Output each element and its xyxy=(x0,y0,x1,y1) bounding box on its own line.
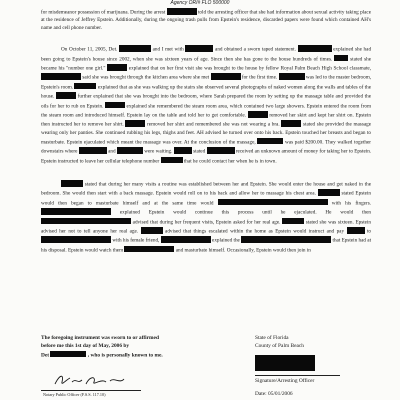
county-block xyxy=(255,335,385,351)
text-run: explained she had been going to Epstein's house since 2002, when she was sixteen years of age. Since then she has gone to the house hundreds of times. xyxy=(41,46,372,63)
text-run: further explained that she was brought into the bedroom, where Sarah prepared the room by setting up the massage table and provided the oils for her to rub on Epstein. xyxy=(41,93,371,110)
notary-caption: Notary Public Officer (F.S.S. 117.10) xyxy=(43,392,106,397)
text-run: for the first time. xyxy=(241,74,278,81)
officer-signature-line xyxy=(255,375,340,376)
redaction-bar xyxy=(56,92,76,99)
text-run: said she was brought through the kitchen area where she met xyxy=(82,74,210,81)
text-run: was paid $200.00. They walked together downstairs where xyxy=(41,139,372,155)
redaction-bar xyxy=(298,45,332,52)
redaction-bar xyxy=(79,147,107,154)
text-run: explained that on her first visit she was brought to the house by fellow Royal Palm Beach High School classmate, xyxy=(128,65,372,72)
text-run: stated xyxy=(193,148,206,155)
text-run: for misdemeanor possession of marijuana. During the arrest xyxy=(41,9,166,16)
agency-header xyxy=(0,0,400,6)
notary-signature-line xyxy=(41,390,141,391)
redaction-bar xyxy=(257,138,283,145)
det-line xyxy=(41,351,191,360)
redaction-bar xyxy=(318,189,340,196)
date-value: 05/01/2006 xyxy=(268,391,293,397)
text-run: and obtained a sworn taped statement. xyxy=(215,46,296,53)
redaction-bar xyxy=(248,111,268,118)
text-run: stated she was sixteen. Epstein advised her not to tell anyone her real age. xyxy=(41,219,372,235)
det-label: Det xyxy=(41,352,50,359)
notary-signature-image xyxy=(52,372,142,388)
redaction-bar xyxy=(167,8,197,15)
redaction-bar xyxy=(107,64,127,71)
sworn-line-2: before me this 1st day of May, 2006 by xyxy=(41,342,130,349)
agency-line: Agency ORI# FLO 500000 xyxy=(170,0,230,6)
redaction-bar xyxy=(141,227,163,234)
redaction-bar xyxy=(347,227,365,234)
text-run: to xyxy=(366,228,372,235)
date-label: Date: xyxy=(255,391,267,397)
text-run: told the arresting officer that she had information xyxy=(197,9,301,16)
redaction-bar xyxy=(334,55,348,62)
text-run: advised that during her frequent visits, Epstein asked for her real age. xyxy=(132,219,281,226)
redaction-bar xyxy=(125,120,145,127)
paragraph-1 xyxy=(41,8,371,33)
text-run: received an unknown amount of money for taking her to Epstein. Epstein instructed to leave her cellular telephone number xyxy=(41,148,372,165)
redaction-bar xyxy=(61,180,83,187)
document-body xyxy=(41,8,371,255)
redaction-bar xyxy=(161,157,183,164)
redaction-bar xyxy=(41,218,131,225)
text-run: advised that things escalated within the home as Epstein would instruct and pay xyxy=(165,228,345,235)
text-run: removed her skirt and kept her shirt on. Epstein then instructed her to remove her shirt. xyxy=(41,112,372,128)
redaction-bar xyxy=(185,45,213,52)
redaction-bar xyxy=(218,199,328,206)
text-run: explained the xyxy=(212,237,240,244)
text-run: with his fingers. xyxy=(331,200,372,207)
redaction-box xyxy=(255,355,315,371)
paragraph-2 xyxy=(41,45,371,166)
redaction-bar xyxy=(281,120,301,127)
text-run: explained she remembered the steam room area, which contained two large showers. Epstein entered the room from the steam room and introduced himself. Epstein lay on the table and told her to get comfortable. xyxy=(41,103,371,119)
text-run: were waiting. xyxy=(144,148,173,155)
redaction-bar xyxy=(105,102,125,109)
notary-block xyxy=(41,335,191,360)
redaction-bar xyxy=(174,147,192,154)
sworn-line-1: The foregoing instrument was sworn to or affirmed xyxy=(41,335,159,341)
text-run: about sexual activity taking place at the residence of Jeffrey Epstein. Additionally, during the ongoing trash pulls xyxy=(41,9,372,24)
redaction-bar xyxy=(124,246,174,253)
text-run: and xyxy=(108,148,116,155)
text-run: stated Epstein would then began to masturbate himself and at the same time would xyxy=(41,190,371,207)
signing-officer-label: Signature/Arresting Officer xyxy=(255,378,315,384)
text-run: stated she became his "number one girl." xyxy=(41,56,372,72)
redaction-bar xyxy=(117,147,143,154)
state-line: State of Florida xyxy=(255,335,289,341)
redaction-bar xyxy=(161,236,211,243)
text-run: from Epstein's residence, discarded papers were found which contained AH's name and cell phone number. xyxy=(41,17,371,32)
text-run: stated that during her many visits a routine was established between her and Epstein. She would enter the house and get naked in the bedroom. She would then start with a back massage. Epstein would roll on to his back and allow her to massage his chest area. xyxy=(41,181,371,197)
redaction-bar xyxy=(41,236,111,243)
paragraph-3 xyxy=(41,180,371,255)
text-run: explained Epstein would continue this process until he ejaculated. He would then xyxy=(119,209,371,216)
redaction-bar xyxy=(41,73,81,80)
text-run: explained that as she was walking up the stairs she observed several photographs of naked women along the walls and tables of the house. xyxy=(41,84,372,100)
personally-known: , who is personally known to me. xyxy=(87,352,163,359)
redaction-bar xyxy=(241,236,331,243)
text-run: stated she provided the massage wearing only her panties. She continued rubbing his legs, thighs and feet. AH advised he turned over onto his back. Epstein touched her breasts and began to masturbate. Epstein ejaculated which meant the massage xyxy=(41,121,372,146)
date-line xyxy=(255,391,293,397)
text-run: was led to the master bedroom, Epstein's room. xyxy=(41,74,372,91)
text-run: On October 11, 2005, Det. xyxy=(61,46,118,53)
redaction-bar xyxy=(279,73,305,80)
redaction-bar xyxy=(282,218,304,225)
redaction-bar xyxy=(211,73,241,80)
text-run: that he could contact her when he is in town. xyxy=(183,158,277,165)
text-run: and I met with xyxy=(152,46,184,53)
text-run: and masturbate himself. Occasionally, Epstein would then join in xyxy=(175,247,311,254)
text-run: that Epstein had at his disposal. Epstein would watch them xyxy=(41,237,372,254)
redaction-bar xyxy=(74,83,96,90)
text-run: was over. At the conclusion of the massage, xyxy=(162,139,256,146)
text-run: removed her shirt and remembered she was not wearing a bra. xyxy=(147,121,280,128)
text-run: with his female friend, xyxy=(112,237,160,244)
redaction-bar xyxy=(50,351,86,358)
redaction-bar xyxy=(119,45,151,52)
redaction-bar xyxy=(41,208,111,215)
county-line: County of Palm Beach xyxy=(255,342,304,349)
redaction-bar xyxy=(207,147,235,154)
